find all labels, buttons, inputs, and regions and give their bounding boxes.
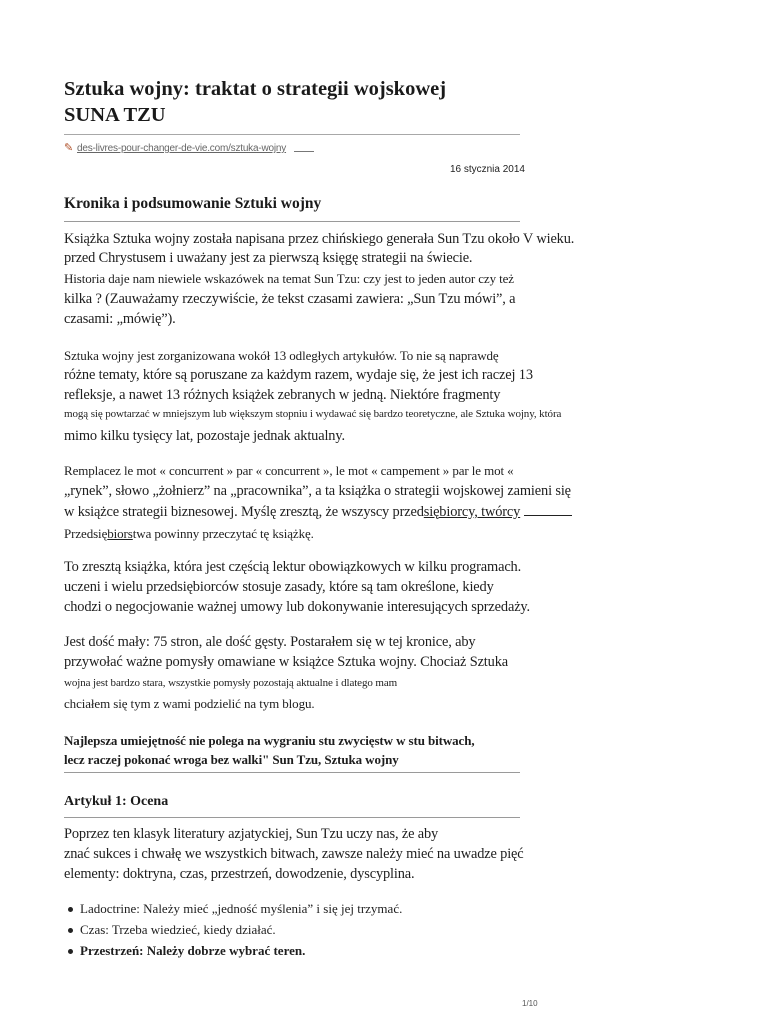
pin-icon: ✎ [64,142,74,154]
source-underline [294,151,314,152]
text-line: wojna jest bardzo stara, wszystkie pomysły pozostają aktualne i dlatego mam [64,677,398,689]
text-line: uczeni i wielu przedsiębiorców stosuje zasady, które są tam określone, kiedy [64,579,494,595]
text-line: przed Chrystusem i uważany jest za pierwszą księgę strategii na świecie. [64,250,473,266]
quote-line: Najlepsza umiejętność nie polega na wygraniu stu zwycięstw w stu bitwach, [64,733,475,748]
text-line [64,526,314,542]
text-line: elementy: doktryna, czas, przestrzeń, dowodzenie, dyscyplina. [64,866,415,882]
text-line: chodzi o negocjowanie ważnej umowy lub dokonywanie interesujących sprzedaży. [64,599,530,615]
list-item: Przestrzeń: Należy dobrze wybrać teren. [64,940,402,961]
section-heading: Artykuł 1: Ocena [64,794,169,809]
text-line: To zresztą książka, która jest częścią lektur obowiązkowych w kilku programach. [64,559,522,575]
document-title: Sztuka wojny: traktat o strategii wojskowej SUNA TZU [64,78,447,126]
section-divider [64,817,520,818]
text-line [64,504,572,521]
bullet-list [64,898,402,961]
underlined-text: siębiorcy, twórcy [423,504,521,520]
text-line: Remplacez le mot « concurrent » par « concurrent », le mot « campement » par le mot « [64,463,514,478]
text-line: znać sukces i chwałę we wszystkich bitwach, zawsze należy mieć na uwadze pięć [64,846,524,862]
text-line: chciałem się tym z wami podzielić na tym blogu. [64,696,315,711]
text-line: „rynek”, słowo „żołnierz” na „pracownika”, a ta książka o strategii wojskowej zamieni się [64,483,571,499]
quote-divider [64,772,520,773]
list-item: Czas: Trzeba wiedzieć, kiedy działać. [64,919,402,940]
text-line: Poprzez ten klasyk literatury azjatyckiej, Sun Tzu uczy nas, że aby [64,826,439,842]
text-line: Sztuka wojny jest zorganizowana wokół 13 odległych artykułów. To nie są naprawdę [64,348,499,363]
text-line: przywołać ważne pomysły omawiane w książce Sztuka wojny. Chociaż Sztuka [64,654,508,670]
text-segment: Przedsię [64,526,108,541]
text-segment: w książce strategii biznesowej. Myślę zresztą, że wszyscy przed [64,504,424,520]
publication-date: 16 stycznia 2014 [449,164,525,175]
text-line: kilka ? (Zauważamy rzeczywiście, że tekst czasami zawiera: „Sun Tzu mówi”, a [64,291,516,307]
text-line: Historia daje nam niewiele wskazówek na temat Sun Tzu: czy jest to jeden autor czy też [64,271,514,286]
text-line: Książka Sztuka wojny została napisana przez chińskiego generała Sun Tzu około V wieku. [64,231,575,247]
source-link[interactable]: des-livres-pour-changer-de-vie.com/sztuka-wojny [77,143,287,154]
text-segment: twa powinny przeczytać tę książkę. [132,526,314,541]
page-number: 1/10 [522,999,538,1008]
text-line: refleksje, a nawet 13 różnych książek zebranych w jedną. Niektóre fragmenty [64,387,501,403]
section-heading: Kronika i podsumowanie Sztuki wojny [64,195,322,212]
text-line: czasami: „mówię”). [64,311,176,327]
text-line: mogą się powtarzać w mniejszym lub większym stopniu i wydawać się bardzo teoretyczne, ale Sztuka wojny, która [64,408,562,420]
quote-line: lecz raczej pokonać wroga bez walki" Sun Tzu, Sztuka wojny [64,752,399,767]
text-line: mimo kilku tysięcy lat, pozostaje jednak aktualny. [64,428,345,444]
title-divider [64,134,520,135]
underlined-text: biors [107,526,133,541]
text-line: Jest dość mały: 75 stron, ale dość gęsty. Postarałem się w tej kronice, aby [64,634,476,650]
text-line: różne tematy, które są poruszane za każdym razem, wydaje się, że jest ich raczej 13 [64,367,533,383]
blank-underline [524,515,572,516]
source-line [64,141,314,154]
section-divider [64,221,520,222]
list-item: Ladoctrine: Należy mieć „jedność myślenia” i się jej trzymać. [64,898,402,919]
